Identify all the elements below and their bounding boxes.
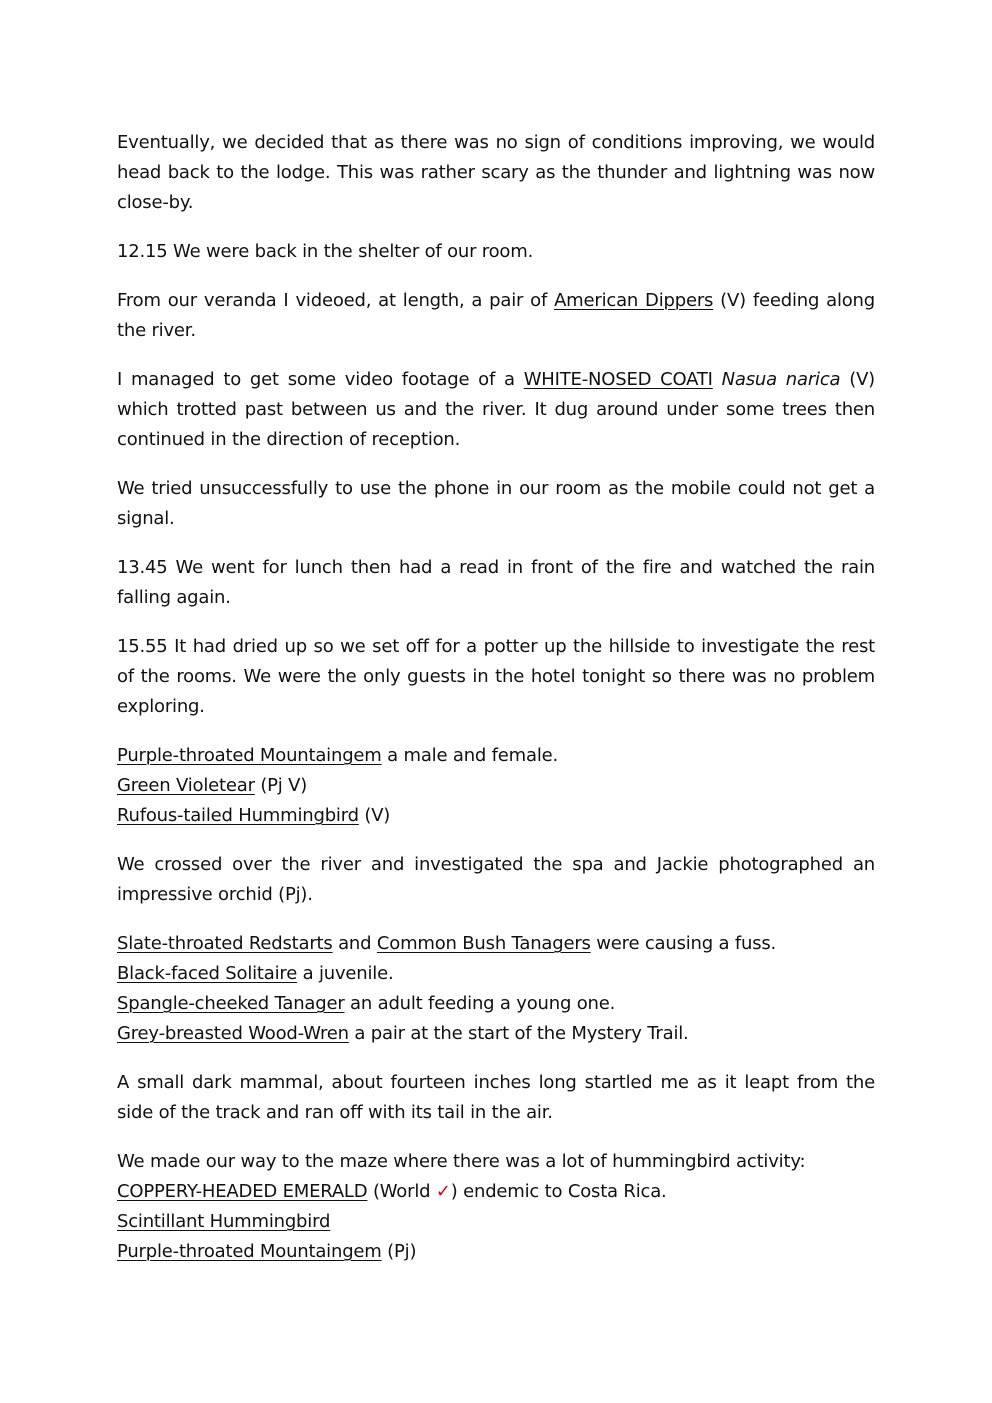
text: (World [367, 1181, 436, 1202]
note: (Pj V) [254, 775, 308, 796]
paragraph-6: 13.45 We went for lunch then had a read in front of the fire and watched the rain falling again. [117, 557, 875, 608]
paragraph-2: 12.15 We were back in the shelter of our room. [117, 241, 534, 262]
species-name: Rufous-tailed Hummingbird [117, 805, 359, 826]
species-name: Purple-throated Mountaingem [117, 745, 382, 766]
paragraph-3 [117, 286, 875, 346]
species-list-2 [117, 929, 875, 1049]
note: a pair at the start of the Mystery Trail. [348, 1023, 689, 1044]
species-name: Slate-throated Redstarts [117, 933, 333, 954]
note: an adult feeding a young one. [344, 993, 616, 1014]
text: (V) feeding along the river. [117, 290, 875, 341]
species-name: Black-faced Solitaire [117, 963, 298, 984]
note: (Pj) [381, 1241, 417, 1262]
text: From our veranda I videoed, at length, a pair of [117, 290, 555, 311]
checkmark-icon: ✓ [435, 1181, 451, 1202]
species-name: Scintillant Hummingbird [117, 1211, 331, 1232]
text: (V) which trotted past between us and the river. It dug around under some trees then continued in the direction of reception. [117, 369, 876, 450]
text: I managed to get some video footage of a [117, 369, 524, 390]
list-item [117, 741, 875, 771]
text: and [332, 933, 377, 954]
species-name: Purple-throated Mountaingem [117, 1241, 382, 1262]
species-name: American Dippers [554, 290, 714, 311]
document-page [117, 128, 875, 1286]
species-name: Common Bush Tanagers [376, 933, 591, 954]
list-item [117, 989, 875, 1019]
species-name: Green Violetear [117, 775, 255, 796]
paragraph-4 [117, 365, 875, 455]
list-item [117, 1207, 875, 1237]
note: a juvenile. [297, 963, 394, 984]
paragraph-5: We tried unsuccessfully to use the phone in our room as the mobile could not get a signal. [117, 478, 875, 529]
note: a male and female. [381, 745, 559, 766]
list-item [117, 959, 875, 989]
list-item [117, 929, 875, 959]
species-name: Grey-breasted Wood-Wren [117, 1023, 349, 1044]
note: were causing a fuss. [590, 933, 777, 954]
species-name: WHITE-NOSED COATI [523, 369, 713, 390]
note: (V) [358, 805, 391, 826]
intro-line: We made our way to the maze where there was a lot of hummingbird activity: [117, 1151, 806, 1172]
list-item [117, 1237, 875, 1267]
species-list-1 [117, 741, 875, 831]
list-item [117, 771, 875, 801]
paragraph-8: We crossed over the river and investigated the spa and Jackie photographed an impressive orchid (Pj). [117, 854, 875, 905]
list-item [117, 1177, 875, 1207]
note: ) endemic to Costa Rica. [450, 1181, 667, 1202]
paragraph-7: 15.55 It had dried up so we set off for a potter up the hillside to investigate the rest of the rooms. We were the only guests in the hotel tonight so there was no problem exploring. [117, 636, 875, 717]
species-name: COPPERY-HEADED EMERALD [117, 1181, 368, 1202]
list-item [117, 1019, 875, 1049]
paragraph-10 [117, 1147, 875, 1267]
latin-name: Nasua narica [721, 369, 841, 390]
paragraph-9: A small dark mammal, about fourteen inches long startled me as it leapt from the side of the track and ran off with its tail in the air. [117, 1072, 875, 1123]
list-item [117, 801, 875, 831]
paragraph-1: Eventually, we decided that as there was no sign of conditions improving, we would head back to the lodge. This was rather scary as the thunder and lightning was now close-by. [117, 132, 875, 213]
species-name: Spangle-cheeked Tanager [117, 993, 345, 1014]
